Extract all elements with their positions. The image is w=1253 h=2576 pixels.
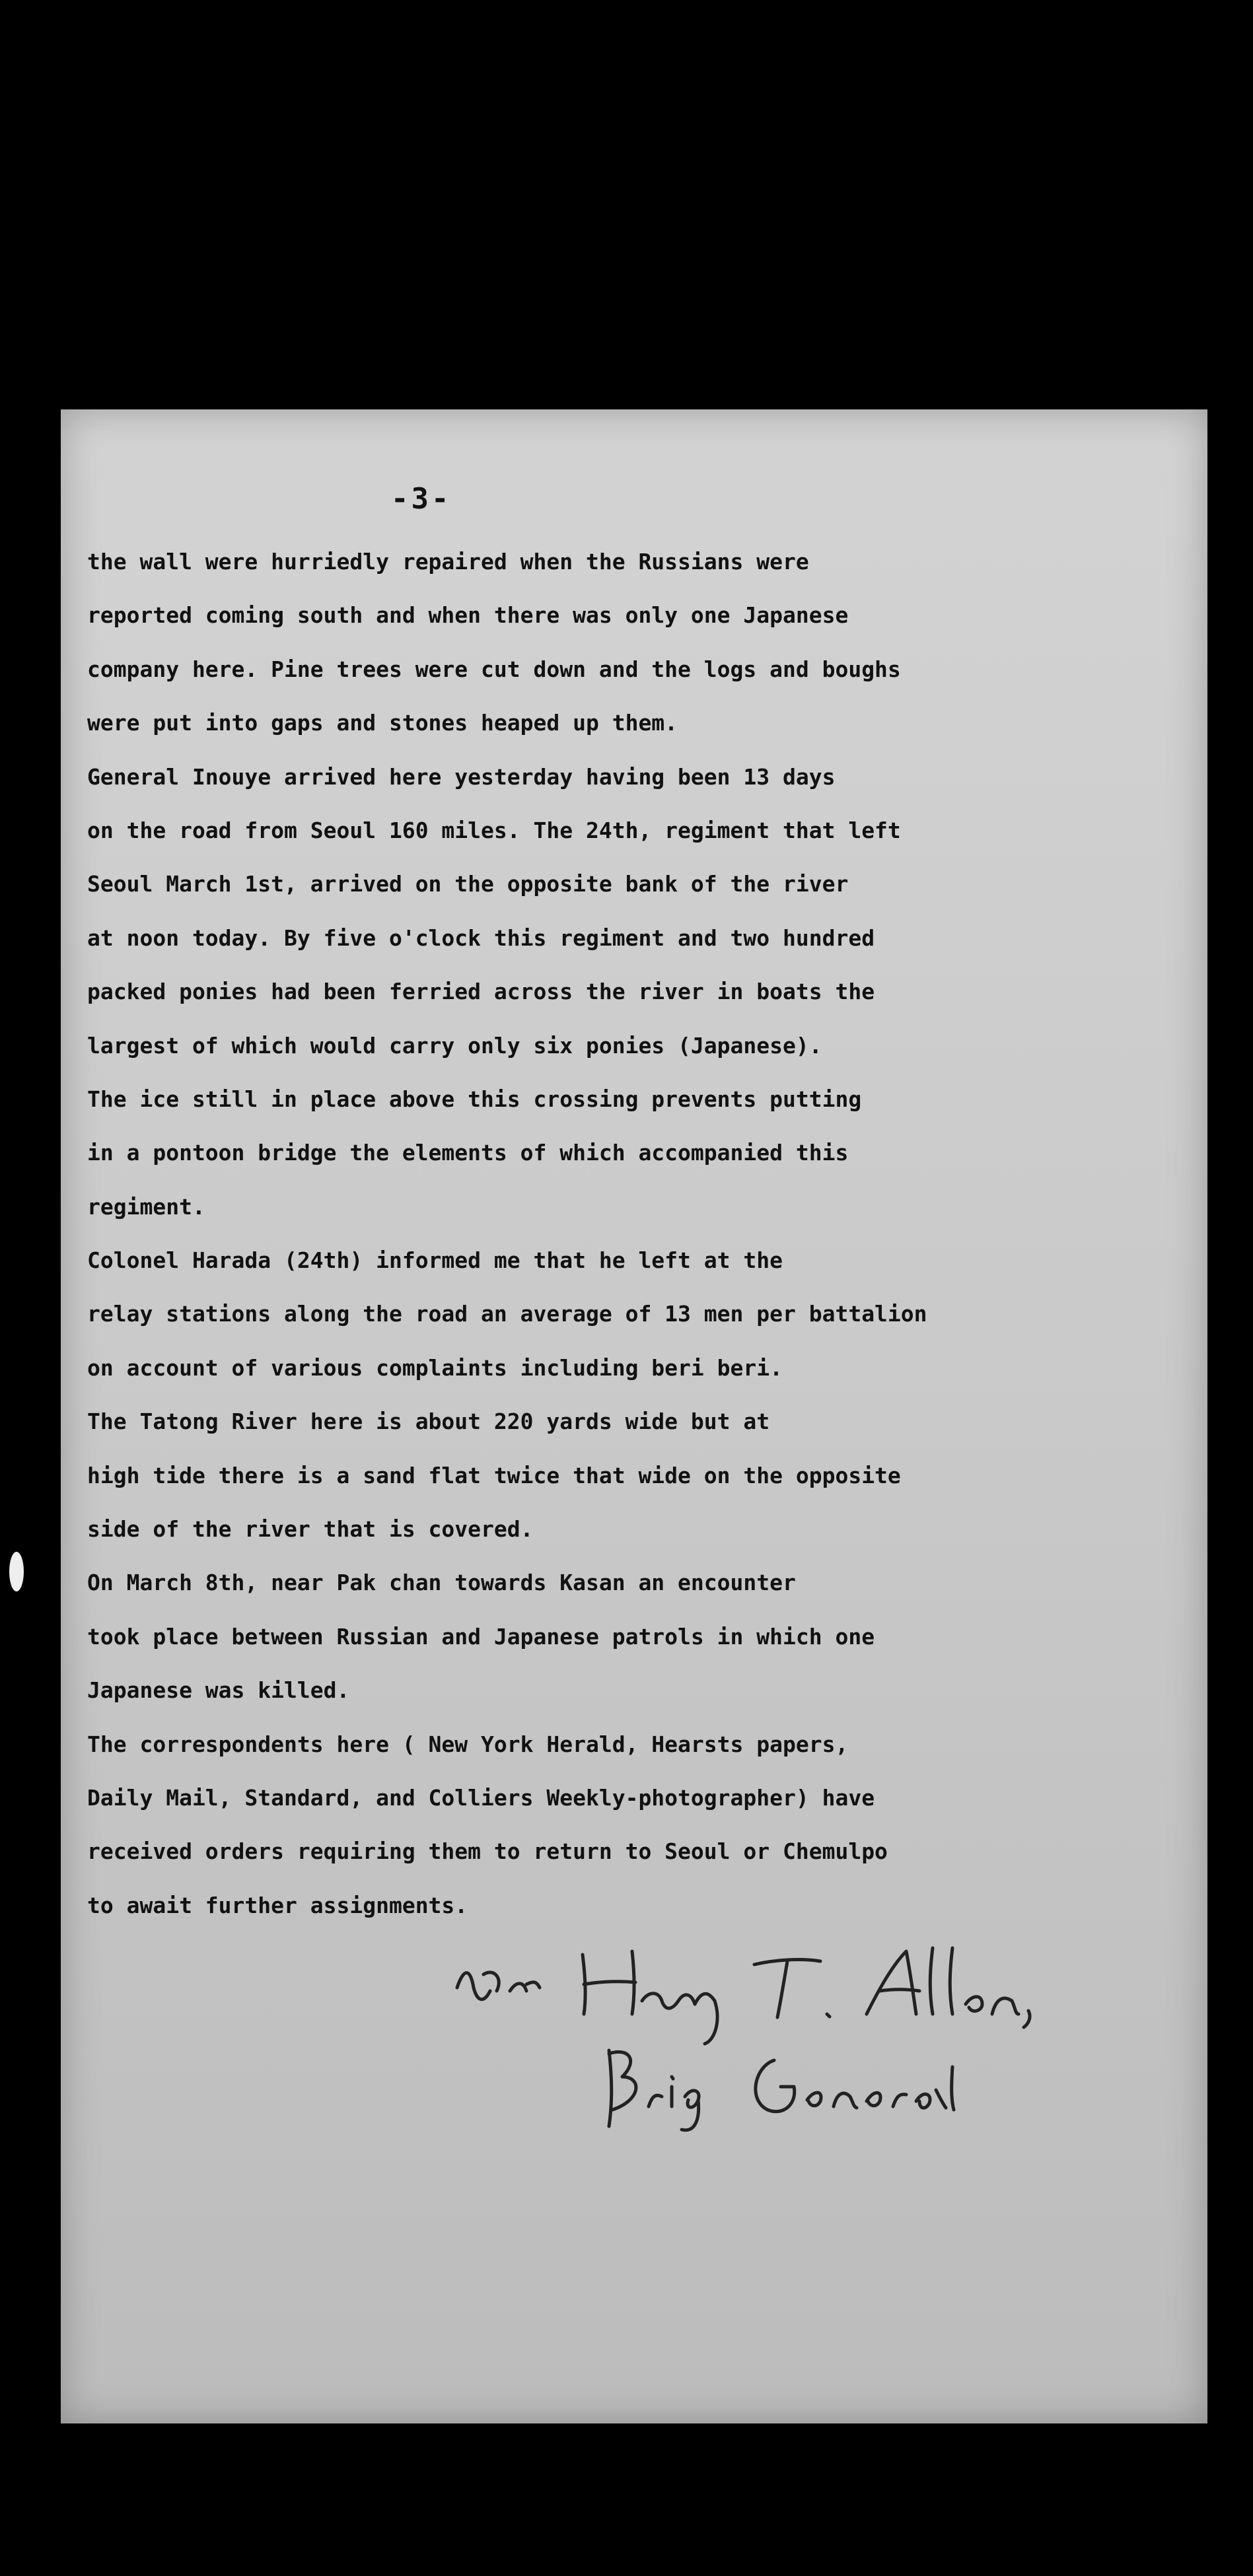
text-line: On March 8th, near Pak chan towards Kasan an encounter [87,1570,796,1596]
text-line: at noon today. By five o'clock this regiment and two hundred [87,924,875,951]
text-line: Colonel Harada (24th) informed me that he left at the [87,1247,783,1274]
handwritten-signature [444,1928,1170,2140]
text-line: were put into gaps and stones heaped up them. [87,710,678,736]
text-line: on account of various complaints including beri beri. [87,1354,783,1381]
text-line: on the road from Seoul 160 miles. The 24th, regiment that left [87,817,901,843]
text-line: relay stations along the road an average of 13 men per battalion [87,1301,927,1327]
typed-letter-body [87,535,1184,1932]
text-line: packed ponies had been ferried across the river in boats the [87,979,875,1005]
text-line: General Inouye arrived here yesterday having been 13 days [87,763,836,790]
text-line: side of the river that is covered. [87,1516,534,1543]
text-line: company here. Pine trees were cut down and the logs and boughs [87,656,901,682]
text-line: largest of which would carry only six ponies (Japanese). [87,1032,822,1059]
document-page [61,409,1207,2423]
text-line: Daily Mail, Standard, and Colliers Weekly-photographer) have [87,1784,875,1811]
text-line: Japanese was killed. [87,1677,350,1704]
text-line: the wall were hurriedly repaired when the Russians were [87,549,809,574]
page-number: -3- [391,482,452,516]
text-line: Seoul March 1st, arrived on the opposite bank of the river [87,871,849,897]
text-line: reported coming south and when there was only one Japanese [87,602,849,629]
text-line: The ice still in place above this crossing prevents putting [87,1086,862,1112]
text-line: The Tatong River here is about 220 yards wide but at [87,1409,770,1435]
text-line: regiment. [87,1193,205,1220]
text-line: in a pontoon bridge the elements of which accompanied this [87,1140,849,1166]
text-line: to await further assignments. [87,1892,468,1918]
text-line: high tide there is a sand flat twice that wide on the opposite [87,1462,901,1488]
signature-drawing [444,1928,1170,2140]
text-line: took place between Russian and Japanese patrols in which one [87,1623,875,1650]
film-speck [9,1552,24,1591]
text-line: received orders requiring them to return to Seoul or Chemulpo [87,1838,888,1865]
text-line: The correspondents here ( New York Herald, Hearsts papers, [87,1731,849,1757]
